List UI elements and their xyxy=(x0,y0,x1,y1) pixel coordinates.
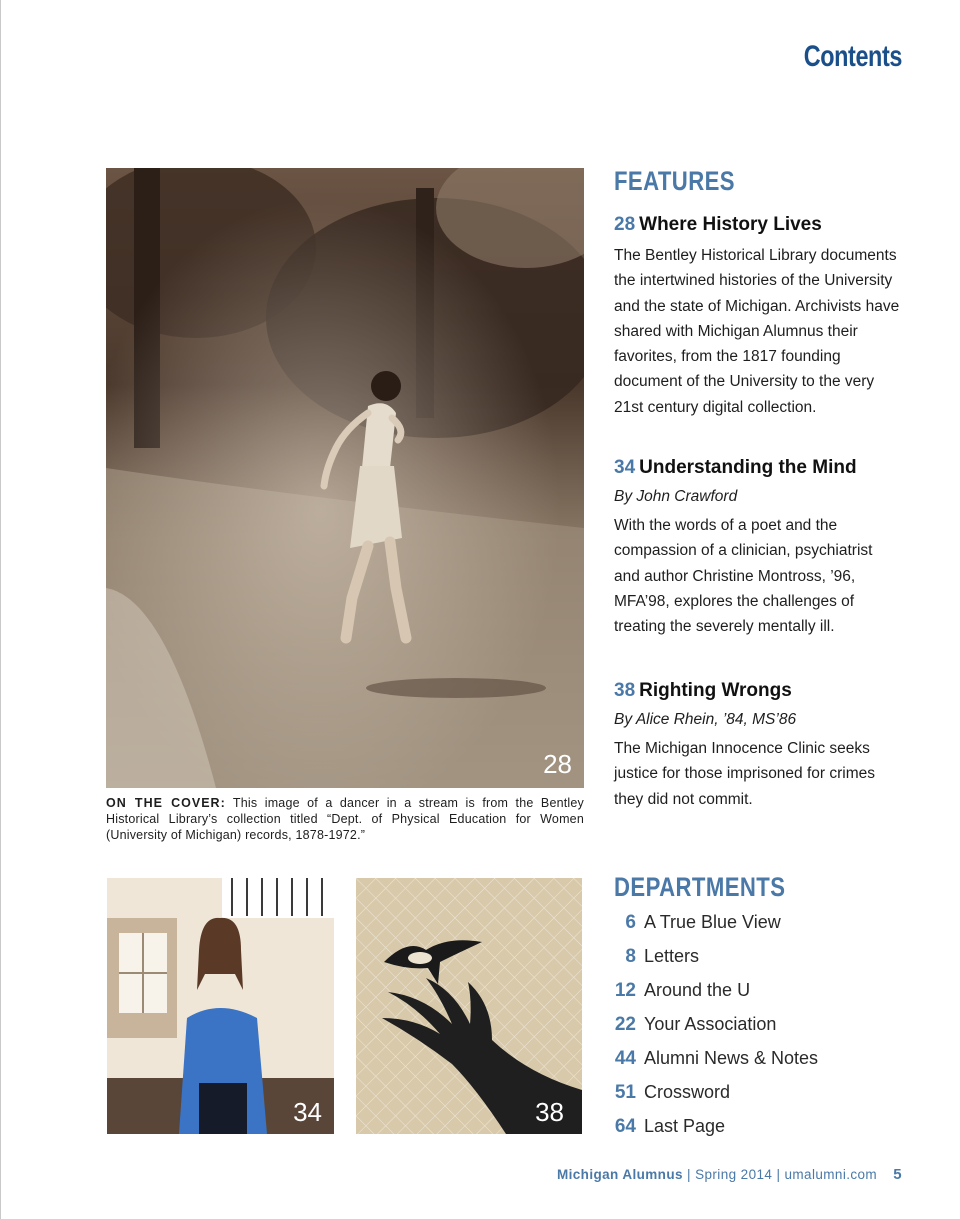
feature-item[interactable] xyxy=(614,680,889,812)
department-label: Crossword xyxy=(644,1082,731,1102)
department-item[interactable] xyxy=(612,912,781,934)
cover-caption-text: This image of a dancer in a stream is from the Bentley Historical Library’s collection titled “Dept. of Physical Education for Women (University of Michigan) records, 1878-1972.” xyxy=(106,796,585,842)
feature-byline: By Alice Rhein, ’84, MS’86 xyxy=(614,711,797,728)
feature-heading[interactable] xyxy=(614,457,889,479)
cover-page-number: 28 xyxy=(543,749,572,779)
department-item[interactable] xyxy=(612,1048,818,1070)
feature-item[interactable] xyxy=(614,214,904,420)
cover-caption-lead: ON THE COVER: xyxy=(106,796,226,810)
department-item[interactable] xyxy=(612,1014,776,1036)
cover-photo xyxy=(106,168,584,788)
feature-description: The Bentley Historical Library documents the intertwined histories of the University and the state of Michigan. Archivists have shared with Michigan Alumnus their favorites, from the 1817 founding document of the University to the very 21st century digital collection. xyxy=(614,247,900,416)
feature-heading[interactable] xyxy=(614,680,889,702)
department-page-number: 8 xyxy=(625,946,636,967)
feature-title: Understanding the Mind xyxy=(639,457,857,478)
feature-title: Righting Wrongs xyxy=(639,680,792,701)
department-label: A True Blue View xyxy=(644,912,781,932)
page-footer xyxy=(557,1166,902,1183)
feature-description: The Michigan Innocence Clinic seeks justice for those imprisoned for crimes they did not commit. xyxy=(614,740,876,808)
department-label: Letters xyxy=(644,946,700,966)
feature-heading[interactable] xyxy=(614,214,904,236)
department-page-number: 12 xyxy=(614,980,636,1001)
page-title: Contents xyxy=(803,40,902,73)
department-page-number: 22 xyxy=(614,1014,636,1035)
feature-item[interactable] xyxy=(614,457,889,639)
thumbnail-page-number: 34 xyxy=(293,1097,322,1127)
feature-page-number: 38 xyxy=(614,680,636,701)
feature-description: With the words of a poet and the compassion of a clinician, psychiatrist and author Christine Montross, ’96, MFA’98, explores the challenges of treating the severely mentally ill. xyxy=(614,517,873,636)
page-edge-line xyxy=(0,0,1,1219)
feature-title: Where History Lives xyxy=(639,214,822,235)
department-page-number: 64 xyxy=(614,1116,636,1137)
department-item[interactable] xyxy=(612,1116,725,1138)
department-page-number: 44 xyxy=(614,1048,636,1069)
departments-heading: DEPARTMENTS xyxy=(614,872,786,902)
department-label: Alumni News & Notes xyxy=(644,1048,819,1068)
cover-caption xyxy=(106,795,584,843)
department-label: Last Page xyxy=(644,1116,726,1136)
department-item[interactable] xyxy=(612,946,699,968)
department-page-number: 6 xyxy=(625,912,636,933)
feature-page-number: 28 xyxy=(614,214,636,235)
department-page-number: 51 xyxy=(614,1082,636,1103)
department-item[interactable] xyxy=(612,980,750,1002)
feature-byline: By John Crawford xyxy=(614,488,738,505)
departments-list xyxy=(612,912,912,1152)
department-label: Around the U xyxy=(644,980,751,1000)
department-label: Your Association xyxy=(644,1014,777,1034)
thumbnail-page-number: 38 xyxy=(535,1097,564,1127)
features-heading: FEATURES xyxy=(614,166,735,196)
department-item[interactable] xyxy=(612,1082,730,1104)
footer-magazine-name: Michigan Alumnus xyxy=(556,1167,683,1182)
thumbnail-illustration xyxy=(356,878,582,1134)
thumbnail-portrait xyxy=(107,878,334,1134)
feature-page-number: 34 xyxy=(614,457,636,478)
footer-issue-info: | Spring 2014 | umalumni.com xyxy=(687,1167,878,1182)
footer-page-number: 5 xyxy=(893,1166,902,1183)
